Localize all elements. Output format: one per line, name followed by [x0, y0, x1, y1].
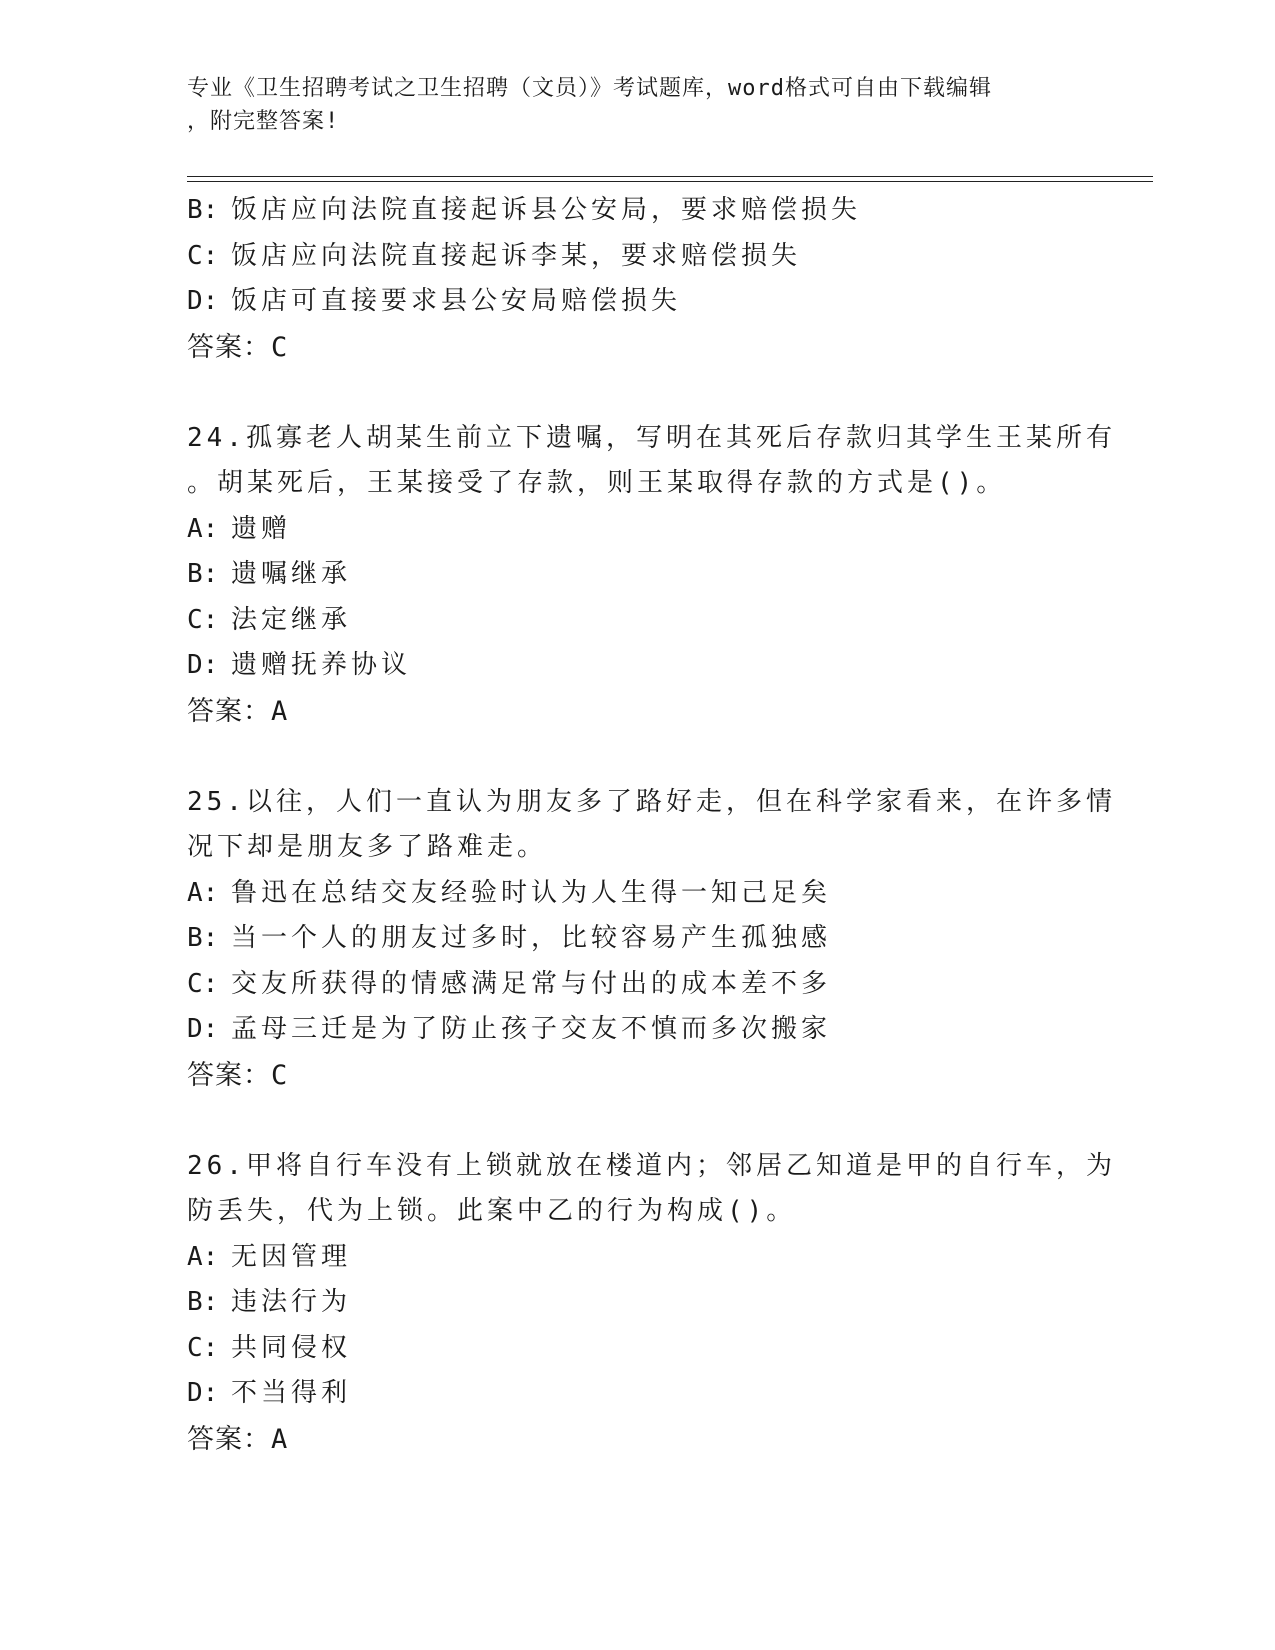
option-letter: C:	[187, 968, 219, 999]
header-divider-bottom	[187, 181, 1153, 182]
answer-label: 答案：	[187, 695, 271, 727]
option-text: 无因管理	[231, 1241, 352, 1272]
option-letter: D:	[187, 286, 219, 316]
option-d	[187, 1371, 1087, 1417]
option-d	[187, 643, 1087, 689]
option-b	[187, 1280, 1087, 1326]
question-stem-line-2: 。胡某死后，王某接受了存款，则王某取得存款的方式是()。	[187, 468, 1007, 498]
option-letter: A:	[187, 877, 219, 908]
option-letter: A:	[187, 1241, 219, 1272]
answer-line	[187, 1417, 1087, 1463]
answer-line	[187, 325, 1087, 371]
question-stem-line-2: 防丢失，代为上锁。此案中乙的行为构成()。	[187, 1196, 797, 1226]
answer-label: 答案：	[187, 1059, 271, 1091]
option-text: 共同侵权	[231, 1332, 352, 1363]
option-text: 不当得利	[231, 1378, 352, 1408]
spacer	[187, 1098, 1087, 1144]
option-c	[187, 962, 1087, 1008]
option-letter: C:	[187, 240, 219, 271]
option-letter: B:	[187, 195, 219, 225]
answer-line	[187, 689, 1087, 735]
option-b	[187, 552, 1087, 598]
spacer	[187, 370, 1087, 416]
question-25	[187, 780, 1116, 1099]
option-c	[187, 1326, 1087, 1372]
option-letter: B:	[187, 923, 219, 953]
option-b	[187, 916, 1087, 962]
option-a	[187, 871, 1087, 917]
question-stem-line-1: 26.甲将自行车没有上锁就放在楼道内；邻居乙知道是甲的自行车，为	[187, 1150, 1116, 1181]
answer-value: C	[271, 1059, 289, 1091]
question-list	[187, 188, 1116, 1462]
question-stem-line-1: 25.以往，人们一直认为朋友多了路好走，但在科学家看来，在许多情	[187, 786, 1116, 817]
question-23-continuation	[187, 188, 1087, 370]
option-text: 遗赠	[231, 513, 292, 544]
option-text: 饭店可直接要求县公安局赔偿损失	[231, 286, 682, 316]
option-text: 孟母三迁是为了防止孩子交友不慎而多次搬家	[231, 1014, 832, 1044]
option-letter: B:	[187, 1287, 219, 1317]
option-text: 遗嘱继承	[231, 559, 352, 589]
option-a	[187, 507, 1087, 553]
option-b	[187, 188, 1087, 234]
option-letter: C:	[187, 604, 219, 635]
option-text: 法定继承	[231, 604, 352, 635]
document-header	[187, 72, 1087, 138]
option-d	[187, 279, 1087, 325]
option-letter: D:	[187, 1014, 219, 1044]
header-line-1: 专业《卫生招聘考试之卫生招聘（文员）》考试题库，word格式可自由下载编辑	[187, 76, 992, 101]
option-text: 遗赠抚养协议	[231, 650, 412, 680]
header-line-2: ，附完整答案!	[187, 109, 340, 134]
answer-value: A	[271, 1423, 289, 1455]
option-text: 违法行为	[231, 1287, 352, 1317]
option-c	[187, 598, 1087, 644]
spacer	[187, 734, 1087, 780]
option-letter: D:	[187, 650, 219, 680]
option-letter: B:	[187, 559, 219, 589]
header-divider-top	[187, 176, 1153, 177]
option-c	[187, 234, 1087, 280]
question-24	[187, 416, 1116, 735]
answer-value: A	[271, 695, 289, 727]
option-a	[187, 1235, 1087, 1281]
answer-line	[187, 1053, 1087, 1099]
answer-label: 答案：	[187, 1423, 271, 1455]
option-text: 饭店应向法院直接起诉李某，要求赔偿损失	[231, 240, 802, 271]
option-text: 鲁迅在总结交友经验时认为人生得一知己足矣	[231, 877, 832, 908]
question-26	[187, 1144, 1116, 1463]
option-letter: C:	[187, 1332, 219, 1363]
question-stem-line-2: 况下却是朋友多了路难走。	[187, 832, 548, 862]
option-text: 饭店应向法院直接起诉县公安局，要求赔偿损失	[231, 195, 862, 225]
option-letter: A:	[187, 513, 219, 544]
answer-label: 答案：	[187, 331, 271, 363]
option-letter: D:	[187, 1378, 219, 1408]
question-stem-line-1: 24.孤寡老人胡某生前立下遗嘱，写明在其死后存款归其学生王某所有	[187, 422, 1116, 453]
option-text: 交友所获得的情感满足常与付出的成本差不多	[231, 968, 832, 999]
option-d	[187, 1007, 1087, 1053]
option-text: 当一个人的朋友过多时，比较容易产生孤独感	[231, 923, 832, 953]
answer-value: C	[271, 331, 289, 363]
